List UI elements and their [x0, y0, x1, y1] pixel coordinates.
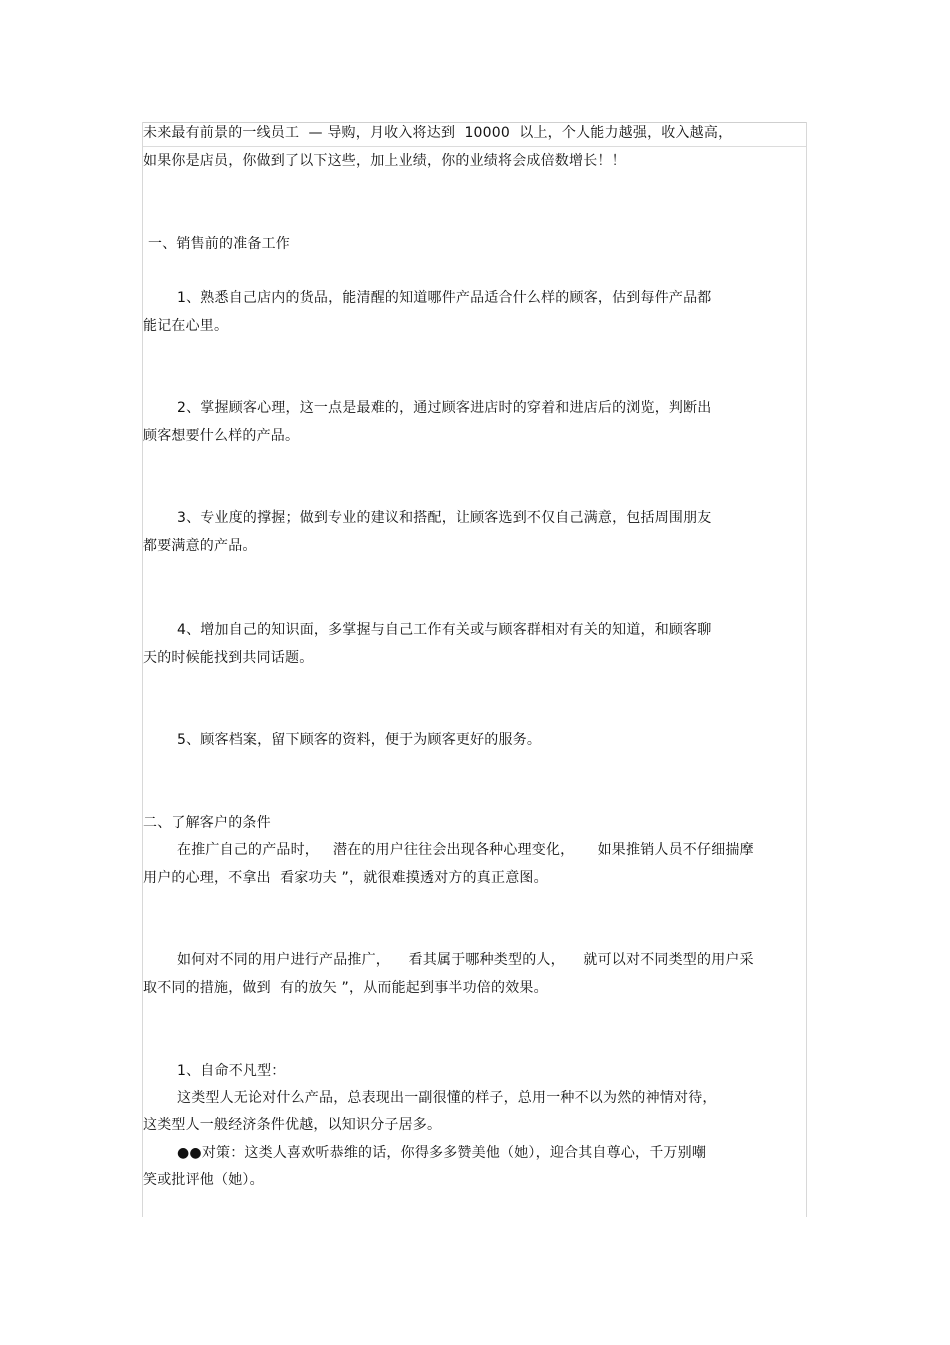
paragraph-5-line-1: 5、顾客档案，留下顾客的资料，便于为顾客更好的服务。 [177, 732, 542, 748]
frame-header-divider [142, 146, 807, 147]
paragraph-6-line-1: 在推广自己的产品时， 潜在的用户往往会出现各种心理变化， 如果推销人员不仔细揣摩 [177, 842, 754, 858]
paragraph-4-line-2: 天的时候能找到共同话题。 [143, 650, 314, 666]
paragraph-1-line-2: 能记在心里。 [143, 318, 229, 334]
paragraph-3-line-2: 都要满意的产品。 [143, 538, 257, 554]
frame-left-border [142, 122, 143, 1217]
paragraph-2-line-1: 2、掌握顾客心理，这一点是最难的，通过顾客进店时的穿着和进店后的浏览，判断出 [177, 400, 712, 416]
headline-line-1: 未来最有前景的一线员工 — 导购，月收入将达到 10000 以上，个人能力越强，收入越高， [143, 125, 733, 141]
section-heading-2: 二、了解客户的条件 [143, 815, 271, 831]
paragraph-4-line-1: 4、增加自己的知识面，多掌握与自己工作有关或与顾客群相对有关的知道，和顾客聊 [177, 622, 712, 638]
paragraph-7-line-1: 如何对不同的用户进行产品推广， 看其属于哪种类型的人， 就可以对不同类型的用户采 [177, 952, 754, 968]
section-heading-1: 一、销售前的准备工作 [148, 236, 290, 252]
paragraph-7-line-2: 取不同的措施，做到 有的放矢 ”，从而能起到事半功倍的效果。 [143, 980, 548, 996]
paragraph-8-line-1: 这类型人无论对什么产品，总表现出一副很懂的样子，总用一种不以为然的神情对待， [177, 1090, 717, 1106]
type-heading-1: 1、自命不凡型： [177, 1063, 286, 1079]
paragraph-8-line-2: 这类型人一般经济条件优越，以知识分子居多。 [143, 1117, 442, 1133]
paragraph-9-line-2: 笑或批评他（她）。 [143, 1172, 264, 1188]
paragraph-1-line-1: 1、熟悉自己店内的货品，能清醒的知道哪件产品适合什么样的顾客，估到每件产品都 [177, 290, 712, 306]
headline-line-2: 如果你是店员，你做到了以下这些，加上业绩，你的业绩将会成倍数增长！！ [143, 153, 626, 169]
paragraph-3-line-1: 3、专业度的撑握；做到专业的建议和搭配，让顾客选到不仅自己满意，包括周围朋友 [177, 510, 712, 526]
paragraph-6-line-2: 用户的心理，不拿出 看家功夫 ”，就很难摸透对方的真正意图。 [143, 870, 548, 886]
paragraph-2-line-2: 顾客想要什么样的产品。 [143, 428, 300, 444]
frame-right-border [806, 122, 807, 1217]
paragraph-9-line-1: ●●对策：这类人喜欢听恭维的话，你得多多赞美他（她），迎合其自尊心，千万别嘲 [177, 1145, 707, 1161]
